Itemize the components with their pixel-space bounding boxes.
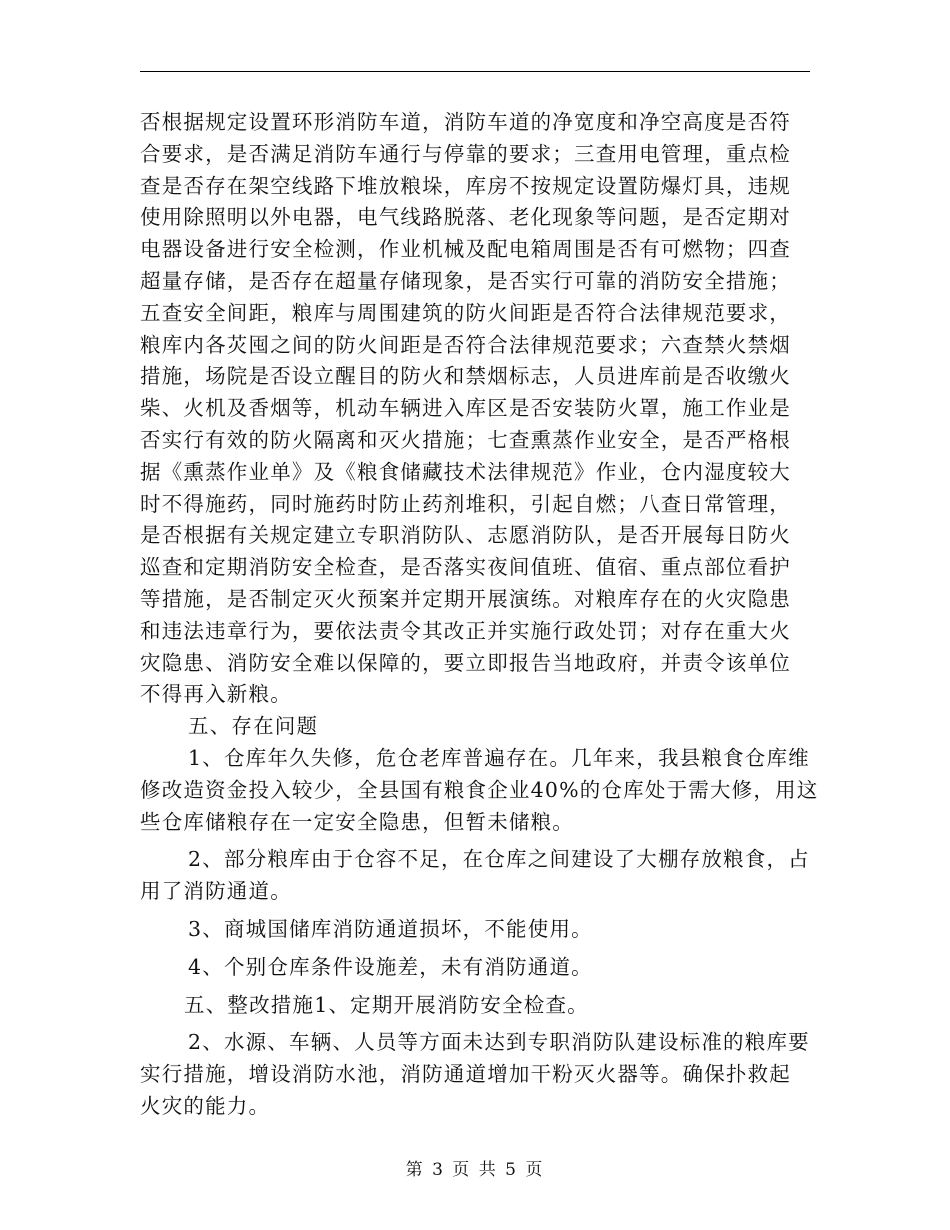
problem-3: 3、商城国储库消防通道损坏，不能使用。 xyxy=(188,916,593,941)
body-line: 使用除照明以外电器，电气线路脱落、老化现象等问题，是否定期对 xyxy=(140,205,791,230)
body-line: 据《熏蒸作业单》及《粮食储藏技术法律规范》作业，仓内湿度较大 xyxy=(140,459,791,484)
body-line: 不得再入新粮。 xyxy=(140,682,292,707)
problem-4: 4、个别仓库条件设施差，未有消防通道。 xyxy=(188,954,593,979)
body-line: 柴、火机及香烟等，机动车辆进入库区是否安装防火罩，施工作业是 xyxy=(140,396,791,421)
body-line: 和违法违章行为，要依法责令其改正并实施行政处罚；对存在重大火 xyxy=(140,618,791,643)
body-line: 巡查和定期消防安全检查，是否落实夜间值班、值宿、重点部位看护 xyxy=(140,555,791,580)
body-line: 灾隐患、消防安全难以保障的，要立即报告当地政府，并责令该单位 xyxy=(140,650,791,675)
problem-1-line: 些仓库储粮存在一定安全隐患，但暂未储粮。 xyxy=(140,809,574,834)
measure-2-line: 火灾的能力。 xyxy=(140,1093,271,1118)
body-line: 粮库内各苂囤之间的防火间距是否符合法律规范要求；六查禁火禁烟 xyxy=(140,332,791,357)
body-line: 是否根据有关规定建立专职消防队、志愿消防队，是否开展每日防火 xyxy=(140,523,791,548)
body-line: 否实行有效的防火隔离和灭火措施；七查熏蒸作业安全，是否严格根 xyxy=(140,427,791,452)
body-line: 查是否存在架空线路下堆放粮垛，库房不按规定设置防爆灯具，违规 xyxy=(140,173,791,198)
problem-2-line: 用了消防通道。 xyxy=(140,879,292,904)
body-line: 措施，场院是否设立醒目的防火和禁烟标志，人员进库前是否收缴火 xyxy=(140,364,791,389)
page-number-footer: 第 3 页 共 5 页 xyxy=(405,1160,545,1180)
header-rule xyxy=(140,71,810,72)
measure-2-line: 2、水源、车辆、人员等方面未达到专职消防队建设标准的粮库要 xyxy=(188,1030,810,1055)
body-line: 五查安全间距，粮库与周围建筑的防火间距是否符合法律规范要求， xyxy=(140,300,791,325)
section-heading-problems: 五、存在问题 xyxy=(188,714,319,739)
body-line: 超量存储，是否存在超量存储现象，是否实行可靠的消防安全措施； xyxy=(140,268,791,293)
problem-1-line: 修改造资金投入较少，全县国有粮食企业40%的仓库处于需大修，用这 xyxy=(140,777,819,802)
section-heading-measures: 五、整改措施1、定期开展消防安全检查。 xyxy=(184,992,589,1017)
body-line: 等措施，是否制定灭火预案并定期开展演练。对粮库存在的火灾隐患 xyxy=(140,586,791,611)
document-body xyxy=(140,107,819,1123)
measure-2-line: 实行措施，增设消防水池，消防通道增加干粉灭火器等。确保扑救起 xyxy=(140,1062,791,1087)
body-line: 否根据规定设置环形消防车道，消防车道的净宽度和净空高度是否符 xyxy=(140,110,791,134)
body-line: 合要求，是否满足消防车通行与停靠的要求；三查用电管理，重点检 xyxy=(140,141,791,166)
body-line: 电器设备进行安全检测，作业机械及配电箱周围是否有可燃物；四查 xyxy=(140,237,791,262)
problem-1-line: 1、仓库年久失修，危仓老库普遍存在。几年来，我县粮食仓库维 xyxy=(188,745,810,770)
body-line: 时不得施药，同时施药时防止药剂堆积，引起自燃；八查日常管理， xyxy=(140,491,791,516)
problem-2-line: 2、部分粮库由于仓容不足，在仓库之间建设了大棚存放粮食，占 xyxy=(188,847,810,872)
